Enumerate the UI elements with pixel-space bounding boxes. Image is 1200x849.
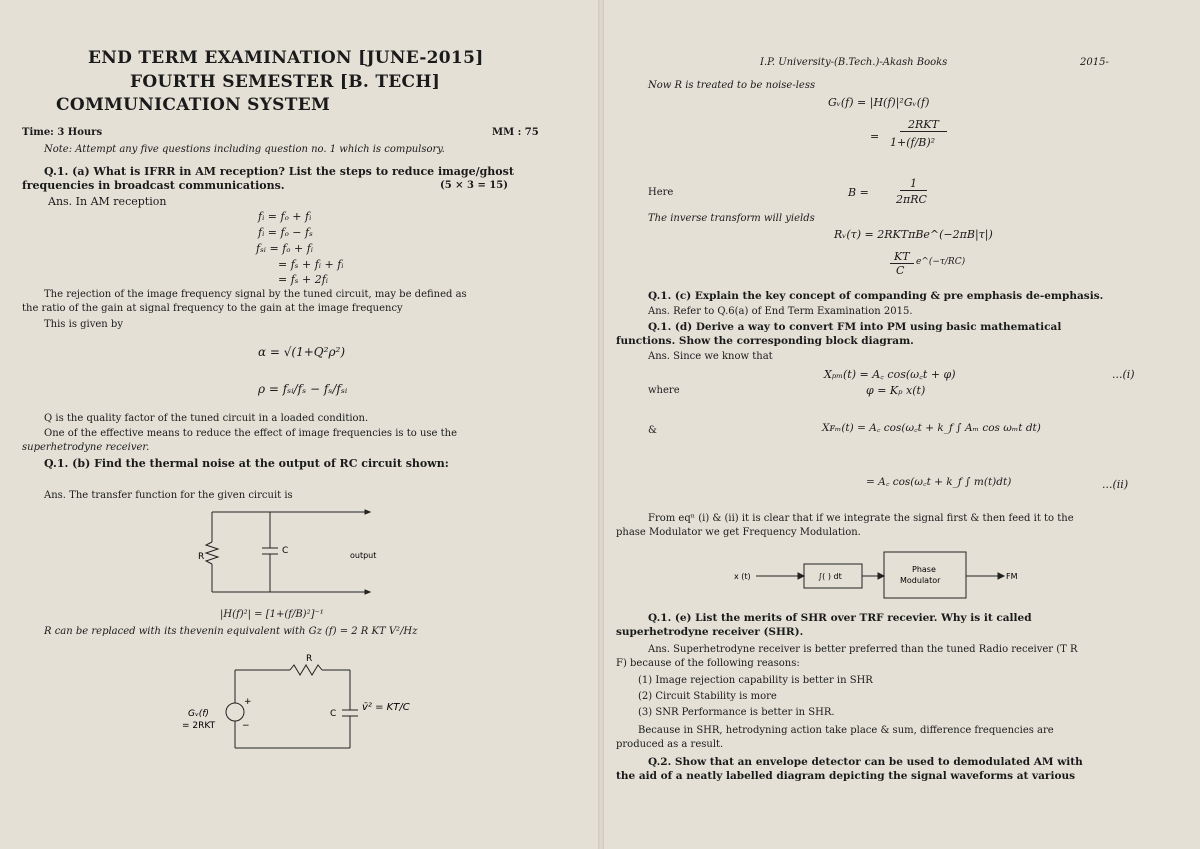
from-text-1: From eqⁿ (i) & (ii) it is clear that if we integrate the signal first & then feed it to the: [648, 513, 1074, 524]
q1a-text-2: frequencies in broadcast communications.: [22, 179, 285, 192]
q2-text-1: Q.2. Show that an envelope detector can be used to demodulated AM with: [648, 756, 1083, 768]
merit-3: (3) SNR Performance is better in SHR.: [638, 707, 835, 718]
q1b-text: Q.1. (b) Find the thermal noise at the output of RC circuit shown:: [44, 457, 449, 470]
thevenin-text: R can be replaced with its thevenin equivalent with Gz (f) = 2 R KT V²/Hz: [44, 626, 418, 637]
answer-1e-1: Ans. Superhetrodyne receiver is better preferred than the tuned Radio receiver (T R: [648, 644, 1078, 655]
transfer-function: |H(f)²| = [1+(f/B)²]⁻¹: [220, 609, 324, 620]
exam-note: Note: Attempt any five questions including question no. 1 which is compulsory.: [44, 144, 445, 155]
g-frac-den: 1+(f/B)²: [890, 136, 936, 149]
answer-1c: Ans. Refer to Q.6(a) of End Term Examination 2015.: [648, 306, 913, 317]
xfm-equation-2: = A꜀ cos(ω꜀t + k_f ∫ m(t)dt): [866, 476, 1012, 488]
thevenin-circuit-diagram: [180, 648, 420, 760]
answer-1b: Ans. The transfer function for the given circuit is: [44, 490, 293, 501]
inverse-transform-text: The inverse transform will yields: [648, 213, 815, 224]
here-label: Here: [648, 187, 674, 198]
source-value: = 2RKT: [182, 721, 216, 731]
fm-block-diagram: [734, 548, 1044, 602]
merit-2: (2) Circuit Stability is more: [638, 691, 777, 702]
rejection-text-1: The rejection of the image frequency signal by the tuned circuit, may be defined as: [44, 289, 467, 300]
q1e-text-1: Q.1. (e) List the merits of SHR over TRF recevier. Why is it called: [648, 612, 1032, 624]
equation-tag-2: ...(ii): [1102, 478, 1129, 491]
right-page: [604, 0, 1200, 849]
subject-title: COMMUNICATION SYSTEM: [56, 95, 331, 115]
merit-1: (1) Image rejection capability is better in SHR: [638, 675, 873, 686]
rejection-text-2: the ratio of the gain at signal frequency to the gain at the image frequency: [22, 303, 403, 314]
effective-text-1: One of the effective means to reduce the effect of image frequencies is to use the: [44, 428, 457, 439]
q1a-text-1: Q.1. (a) What is IFRR in AM reception? List the steps to reduce image/ghost: [44, 165, 514, 178]
block-input-label: x (t): [734, 572, 751, 581]
where-label: where: [648, 385, 680, 396]
q1d-text-1: Q.1. (d) Derive a way to convert FM into PM using basic mathematical: [648, 321, 1062, 333]
given-by-text: This is given by: [44, 319, 123, 330]
integrator-label: ∫( ) dt: [818, 572, 842, 581]
r2-exp: e^(−τ/RC): [916, 257, 966, 267]
effective-text-2: superhetrodyne receiver.: [22, 442, 150, 453]
equation-2: fᵢ = fₒ − fₛ: [258, 226, 313, 239]
exam-title: END TERM EXAMINATION [JUNE-2015]: [88, 48, 484, 68]
noise-less-text: Now R is treated to be noise-less: [648, 80, 816, 91]
thevenin-resistor-label: R: [306, 654, 313, 664]
header-book: I.P. University-(B.Tech.)-Akash Books: [760, 57, 948, 68]
answer-1e-2: F) because of the following reasons:: [616, 658, 800, 669]
because-text-1: Because in SHR, hetrodyning action take place & sum, difference frequencies are: [638, 725, 1054, 736]
alpha-equation: α = √(1+Q²ρ²): [258, 345, 345, 359]
resistor-label: R: [198, 552, 205, 562]
phase-label: Phase: [912, 565, 936, 574]
xpm-equation: Xₚₘ(t) = A꜀ cos(ω꜀t + φ): [824, 368, 956, 381]
r2-num: KT: [890, 250, 914, 264]
xfm-equation: Xꜰₘ(t) = A꜀ cos(ω꜀t + k_f ∫ Aₘ cos ωₘt dt): [822, 422, 1041, 434]
r2-den: C: [896, 264, 905, 277]
source-label: Gᵥ(f): [188, 709, 209, 719]
g-equation-eq: =: [870, 130, 880, 143]
r-equation: Rᵥ(τ) = 2RKTπBe^(−2πB|τ|): [834, 228, 993, 241]
b-den: 2πRC: [896, 193, 927, 206]
q1d-text-2: functions. Show the corresponding block diagram.: [616, 335, 914, 347]
answer-1d: Ans. Since we know that: [648, 351, 773, 362]
thevenin-voltage-label: v̄² = KT/C: [362, 702, 410, 713]
max-marks: MM : 75: [492, 127, 539, 138]
q1e-text-2: superhetrodyne receiver (SHR).: [616, 626, 804, 638]
b-equation: B =: [848, 186, 869, 199]
rc-circuit-diagram: [190, 506, 380, 596]
semester-title: FOURTH SEMESTER [B. TECH]: [130, 72, 441, 92]
rho-equation: ρ = fₛᵢ/fₛ − fₛ/fₛᵢ: [258, 382, 348, 396]
source-plus: +: [244, 697, 252, 707]
answer-1a: Ans. In AM reception: [48, 195, 167, 208]
equation-tag-1: ...(i): [1112, 368, 1135, 381]
b-num: 1: [900, 177, 927, 191]
because-text-2: produced as a result.: [616, 739, 724, 750]
q1c-text: Q.1. (c) Explain the key concept of companding & pre emphasis de-emphasis.: [648, 290, 1104, 302]
modulator-label: Modulator: [900, 576, 941, 585]
ampersand-label: &: [648, 425, 657, 436]
capacitor-label: C: [282, 546, 289, 556]
q2-text-2: the aid of a neatly labelled diagram depicting the signal waveforms at various: [616, 770, 1076, 782]
source-minus: −: [242, 721, 250, 731]
g-frac-num: 2RKT: [900, 118, 947, 132]
header-year: 2015-: [1080, 57, 1109, 68]
g-equation: Gᵥ(f) = |H(f)|²Gᵥ(f): [828, 96, 930, 109]
time-label: Time: 3 Hours: [22, 127, 103, 138]
from-text-2: phase Modulator we get Frequency Modulation.: [616, 527, 861, 538]
equation-4: = fₛ + fᵢ + fᵢ: [278, 258, 344, 271]
q1a-marks: (5 × 3 = 15): [440, 180, 508, 191]
q-definition: Q is the quality factor of the tuned circuit in a loaded condition.: [44, 413, 369, 424]
phi-equation: φ = Kₚ x(t): [866, 384, 926, 397]
thevenin-capacitor-label: C: [330, 709, 337, 719]
output-label: output: [350, 551, 377, 560]
equation-1: fᵢ = fₒ + fᵢ: [258, 210, 312, 223]
equation-3: fₛᵢ = fₒ + fᵢ: [256, 242, 314, 255]
equation-5: = fₛ + 2fᵢ: [278, 273, 328, 286]
fm-output-label: FM: [1006, 572, 1018, 581]
